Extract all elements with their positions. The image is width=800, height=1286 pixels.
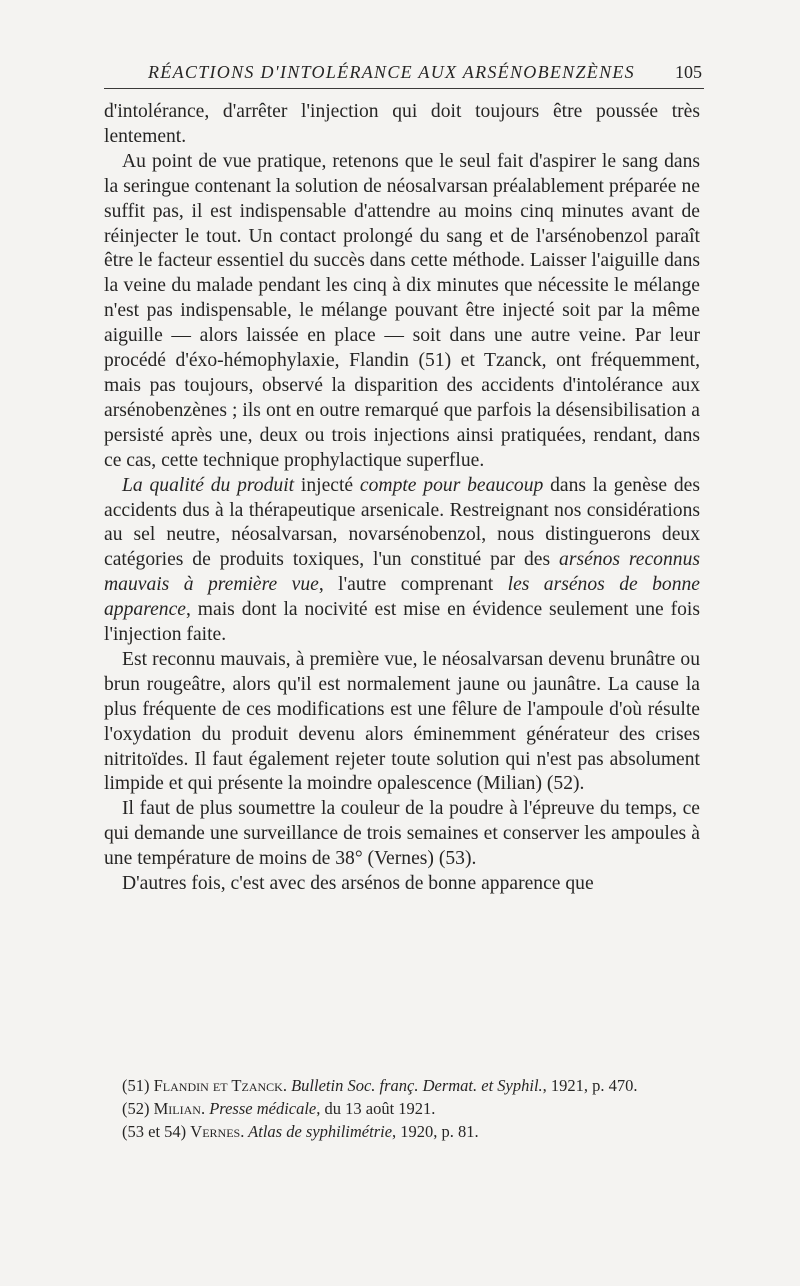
paragraph-text: injecté <box>294 474 360 496</box>
footnote-authors: Vernes. <box>190 1122 245 1141</box>
emphasis-text: arsénos reconnus mauvais à première vue <box>104 549 700 596</box>
footnote-number: (51) <box>122 1076 154 1095</box>
body-text <box>104 100 700 897</box>
footnote-details: , 1920, p. 81. <box>392 1122 479 1141</box>
footnote-number: (52) <box>122 1099 154 1118</box>
footnote-details: , 1921, p. 470. <box>542 1076 638 1095</box>
page-number: 105 <box>675 62 702 82</box>
paragraph-bad-appearance: Est reconnu mauvais, à première vue, le néosalvarsan devenu brunâtre ou brun rougeâtre, alors qu'il est normalement jaune ou jaunâtre. La cause la plus fréquente de ces modifications est une fêlure de l'ampoule d'où résulte l'oxydation du produit devenu alors éminemment générateur des crises nitritoïdes. Il faut également rejeter toute solution qui n'est pas absolument limpide et qui présente la moindre opalescence (Milian) (52). <box>104 648 700 795</box>
footnotes <box>104 1074 700 1143</box>
running-head-title: RÉACTIONS D'INTOLÉRANCE AUX ARSÉNOBENZÈNES <box>148 62 635 82</box>
paragraph-text: , l'autre comprenant <box>318 574 508 596</box>
paragraph-product-quality <box>104 474 700 648</box>
footnote-51 <box>104 1074 700 1097</box>
footnote-authors: Milian. <box>153 1099 206 1118</box>
paragraph-text: , mais dont la nocivité est mise en évidence seulement une fois l'injection faite. <box>104 599 700 646</box>
footnote-source: Atlas de syphilimétrie <box>244 1122 393 1141</box>
footnote-source: Bulletin Soc. franç. Dermat. et Syphil. <box>286 1076 543 1095</box>
footnote-number: (53 et 54) <box>122 1122 191 1141</box>
footnote-details: , du 13 août 1921. <box>316 1099 436 1118</box>
paragraph-practical: Au point de vue pratique, retenons que le seul fait d'aspirer le sang dans la seringue contenant la solution de néosalvarsan préalablement préparée ne suffit pas, il est indispensable d'attendre au moins cinq minutes avant de réinjecter le tout. Un contact prolongé du sang et de l'arsénobenzol paraît être le facteur essentiel du succès dans cette méthode. Laisser l'aiguille dans la veine du malade pendant les cinq à dix minutes que nécessite le mélange n'est pas indispensable, le mélange pouvant être injecté soit par la même aiguille — alors laissée en place — soit dans une autre veine. Par leur procédé d'éxo-hémophylaxie, Flandin (51) et Tzanck, ont fréquemment, mais pas toujours, observé la disparition des accidents d'intolérance aux arsénobenzènes ; ils ont en outre remarqué que parfois la désensibilisation a persisté après une, deux ou trois injections ainsi pratiquées, rendant, dans ce cas, cette technique prophylactique superflue. <box>104 150 700 471</box>
paragraph-time-test: Il faut de plus soumettre la couleur de la poudre à l'épreuve du temps, ce qui demande une surveillance de trois semaines et conserver les ampoules à une température de moins de 38° (Vernes) (53). <box>104 798 700 870</box>
emphasis-text: compte pour beaucoup <box>359 474 544 496</box>
paragraph-good-appearance: D'autres fois, c'est avec des arsénos de bonne apparence que <box>122 873 594 895</box>
footnote-53-54 <box>104 1120 700 1143</box>
footnote-source: Presse médicale <box>205 1099 317 1118</box>
footnote-authors: Flandin et Tzanck. <box>153 1076 287 1095</box>
emphasis-text: La qualité du produit <box>122 474 295 496</box>
emphasis-text: les arsénos de bonne apparence <box>104 574 700 621</box>
running-head <box>104 60 704 89</box>
paragraph-text: dans la genèse des accidents dus à la thérapeutique arsenicale. Restreignant nos considérations au sel neutre, néosalvarsan, novarsénobenzol, nous distinguerons deux catégories de produits toxiques, l'un constitué par des <box>104 474 701 571</box>
paragraph-continuation: d'intolérance, d'arrêter l'injection qui doit toujours être poussée très lentement. <box>104 101 700 147</box>
footnote-52 <box>104 1097 700 1120</box>
